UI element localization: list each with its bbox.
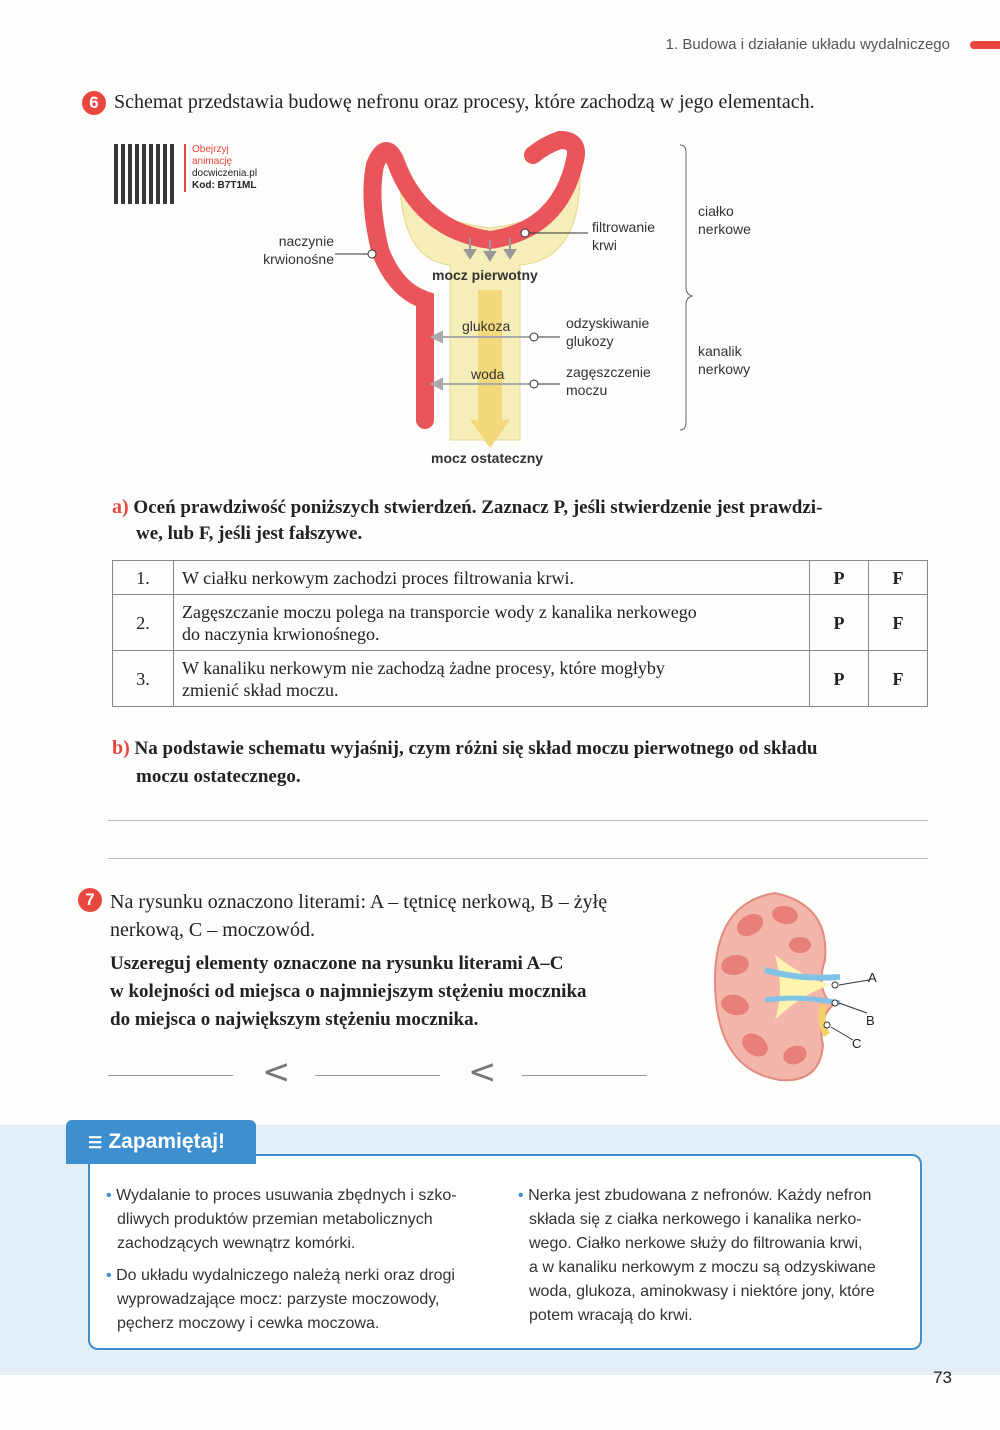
- table-row: 3. W kanaliku nerkowym nie zachodzą żadne procesy, które mogłyby zmienić skład moczu. P F: [113, 651, 928, 707]
- task6b-instruction: b) Na podstawie schematu wyjaśnij, czym różni się skład moczu pierwotnego od składu moczu ostatecznego.: [112, 737, 818, 787]
- list-item: • Do układu wydalniczego należą nerki oraz drogi wyprowadzające mocz: parzyste moczowody, pęcherz moczowy i cewka moczowa.: [106, 1267, 455, 1332]
- task-number-badge: 6: [82, 91, 106, 115]
- glucose-label: glukoza: [462, 318, 511, 334]
- answer-f-2[interactable]: F: [869, 595, 928, 651]
- task7-intro: Na rysunku oznaczono literami: A – tętnicę nerkową, B – żyłę nerkową, C – moczowód.: [110, 891, 608, 941]
- layers-icon: ☰: [88, 1135, 103, 1152]
- filtration-label: filtrowanie krwi: [592, 219, 656, 253]
- less-than-sign: <: [468, 1052, 497, 1092]
- qr-info: Obejrzyj animację docwiczenia.pl Kod: B7T1ML: [184, 144, 257, 192]
- table-row: 2. Zagęszczanie moczu polega na transporcie wody z kanalika nerkowego do naczynia krwionośnego. P F: [113, 595, 928, 651]
- label-c: C: [852, 1036, 862, 1051]
- corpuscle-label: ciałko nerkowe: [698, 203, 751, 237]
- answer-p-3[interactable]: P: [810, 651, 869, 707]
- answer-line[interactable]: [108, 858, 928, 859]
- answer-line[interactable]: [522, 1075, 647, 1076]
- kidney-illustration: [705, 885, 895, 1090]
- label-b: B: [866, 1013, 875, 1028]
- answer-line[interactable]: [315, 1075, 440, 1076]
- water-label: woda: [471, 366, 505, 382]
- task6-intro: Schemat przedstawia budowę nefronu oraz procesy, które zachodzą w jego elementach.: [114, 91, 815, 113]
- bullet-icon: •: [518, 1187, 524, 1204]
- nephron-diagram: [0, 0, 1000, 480]
- task-number-badge: 7: [78, 888, 102, 912]
- task7-instruction: Uszereguj elementy oznaczone na rysunku literami A–C w kolejności od miejsca o najmniejszym stężeniu mocznika do miejsca o największym stężeniu mocznika.: [110, 953, 587, 1030]
- page-number: 73: [933, 1368, 952, 1387]
- vessel-label: naczynie krwionośne: [263, 233, 334, 267]
- remember-tab: ☰ Zapamiętaj!: [66, 1120, 256, 1164]
- bullet-icon: •: [106, 1187, 112, 1204]
- answer-f-3[interactable]: F: [869, 651, 928, 707]
- label-a: A: [868, 970, 877, 985]
- answer-p-1[interactable]: P: [810, 561, 869, 595]
- answer-line[interactable]: [108, 820, 928, 821]
- bullet-icon: •: [106, 1267, 112, 1284]
- glucose-recovery-label: odzyskiwanie glukozy: [566, 315, 650, 349]
- true-false-table: [112, 560, 928, 707]
- answer-line[interactable]: [108, 1075, 233, 1076]
- tubule-label: kanalik nerkowy: [698, 343, 751, 377]
- list-item: • Wydalanie to proces usuwania zbędnych i szko- dliwych produktów przemian metabolicznych zachodzących wewnątrz komórki.: [106, 1187, 457, 1252]
- list-item: • Nerka jest zbudowana z nefronów. Każdy nefron składa się z ciałka nerkowego i kanalika nerko- wego. Ciałko nerkowe służy do filtrowania krwi, a w kanaliku nerkowym z moczu są odzyskiwane woda, glukoza, aminokwasy i niektóre jony, które potem wracają do krwi.: [518, 1187, 876, 1324]
- primary-urine-label: mocz pierwotny: [432, 267, 538, 283]
- less-than-sign: <: [262, 1052, 291, 1092]
- task6a-instruction: a) Oceń prawdziwość poniższych stwierdzeń. Zaznacz P, jeśli stwierdzenie jest prawdzi- we, lub F, jeśli jest fałszywe.: [112, 496, 823, 544]
- running-header: 1. Budowa i działanie układu wydalniczego: [665, 36, 950, 53]
- answer-f-1[interactable]: F: [869, 561, 928, 595]
- remember-left-column: [106, 1184, 496, 1336]
- final-urine-label: mocz ostateczny: [431, 450, 544, 466]
- remember-right-column: [518, 1184, 908, 1328]
- table-row: 1. W ciałku nerkowym zachodzi proces filtrowania krwi. P F: [113, 561, 928, 595]
- answer-p-2[interactable]: P: [810, 595, 869, 651]
- concentration-label: zagęszczenie moczu: [566, 364, 651, 398]
